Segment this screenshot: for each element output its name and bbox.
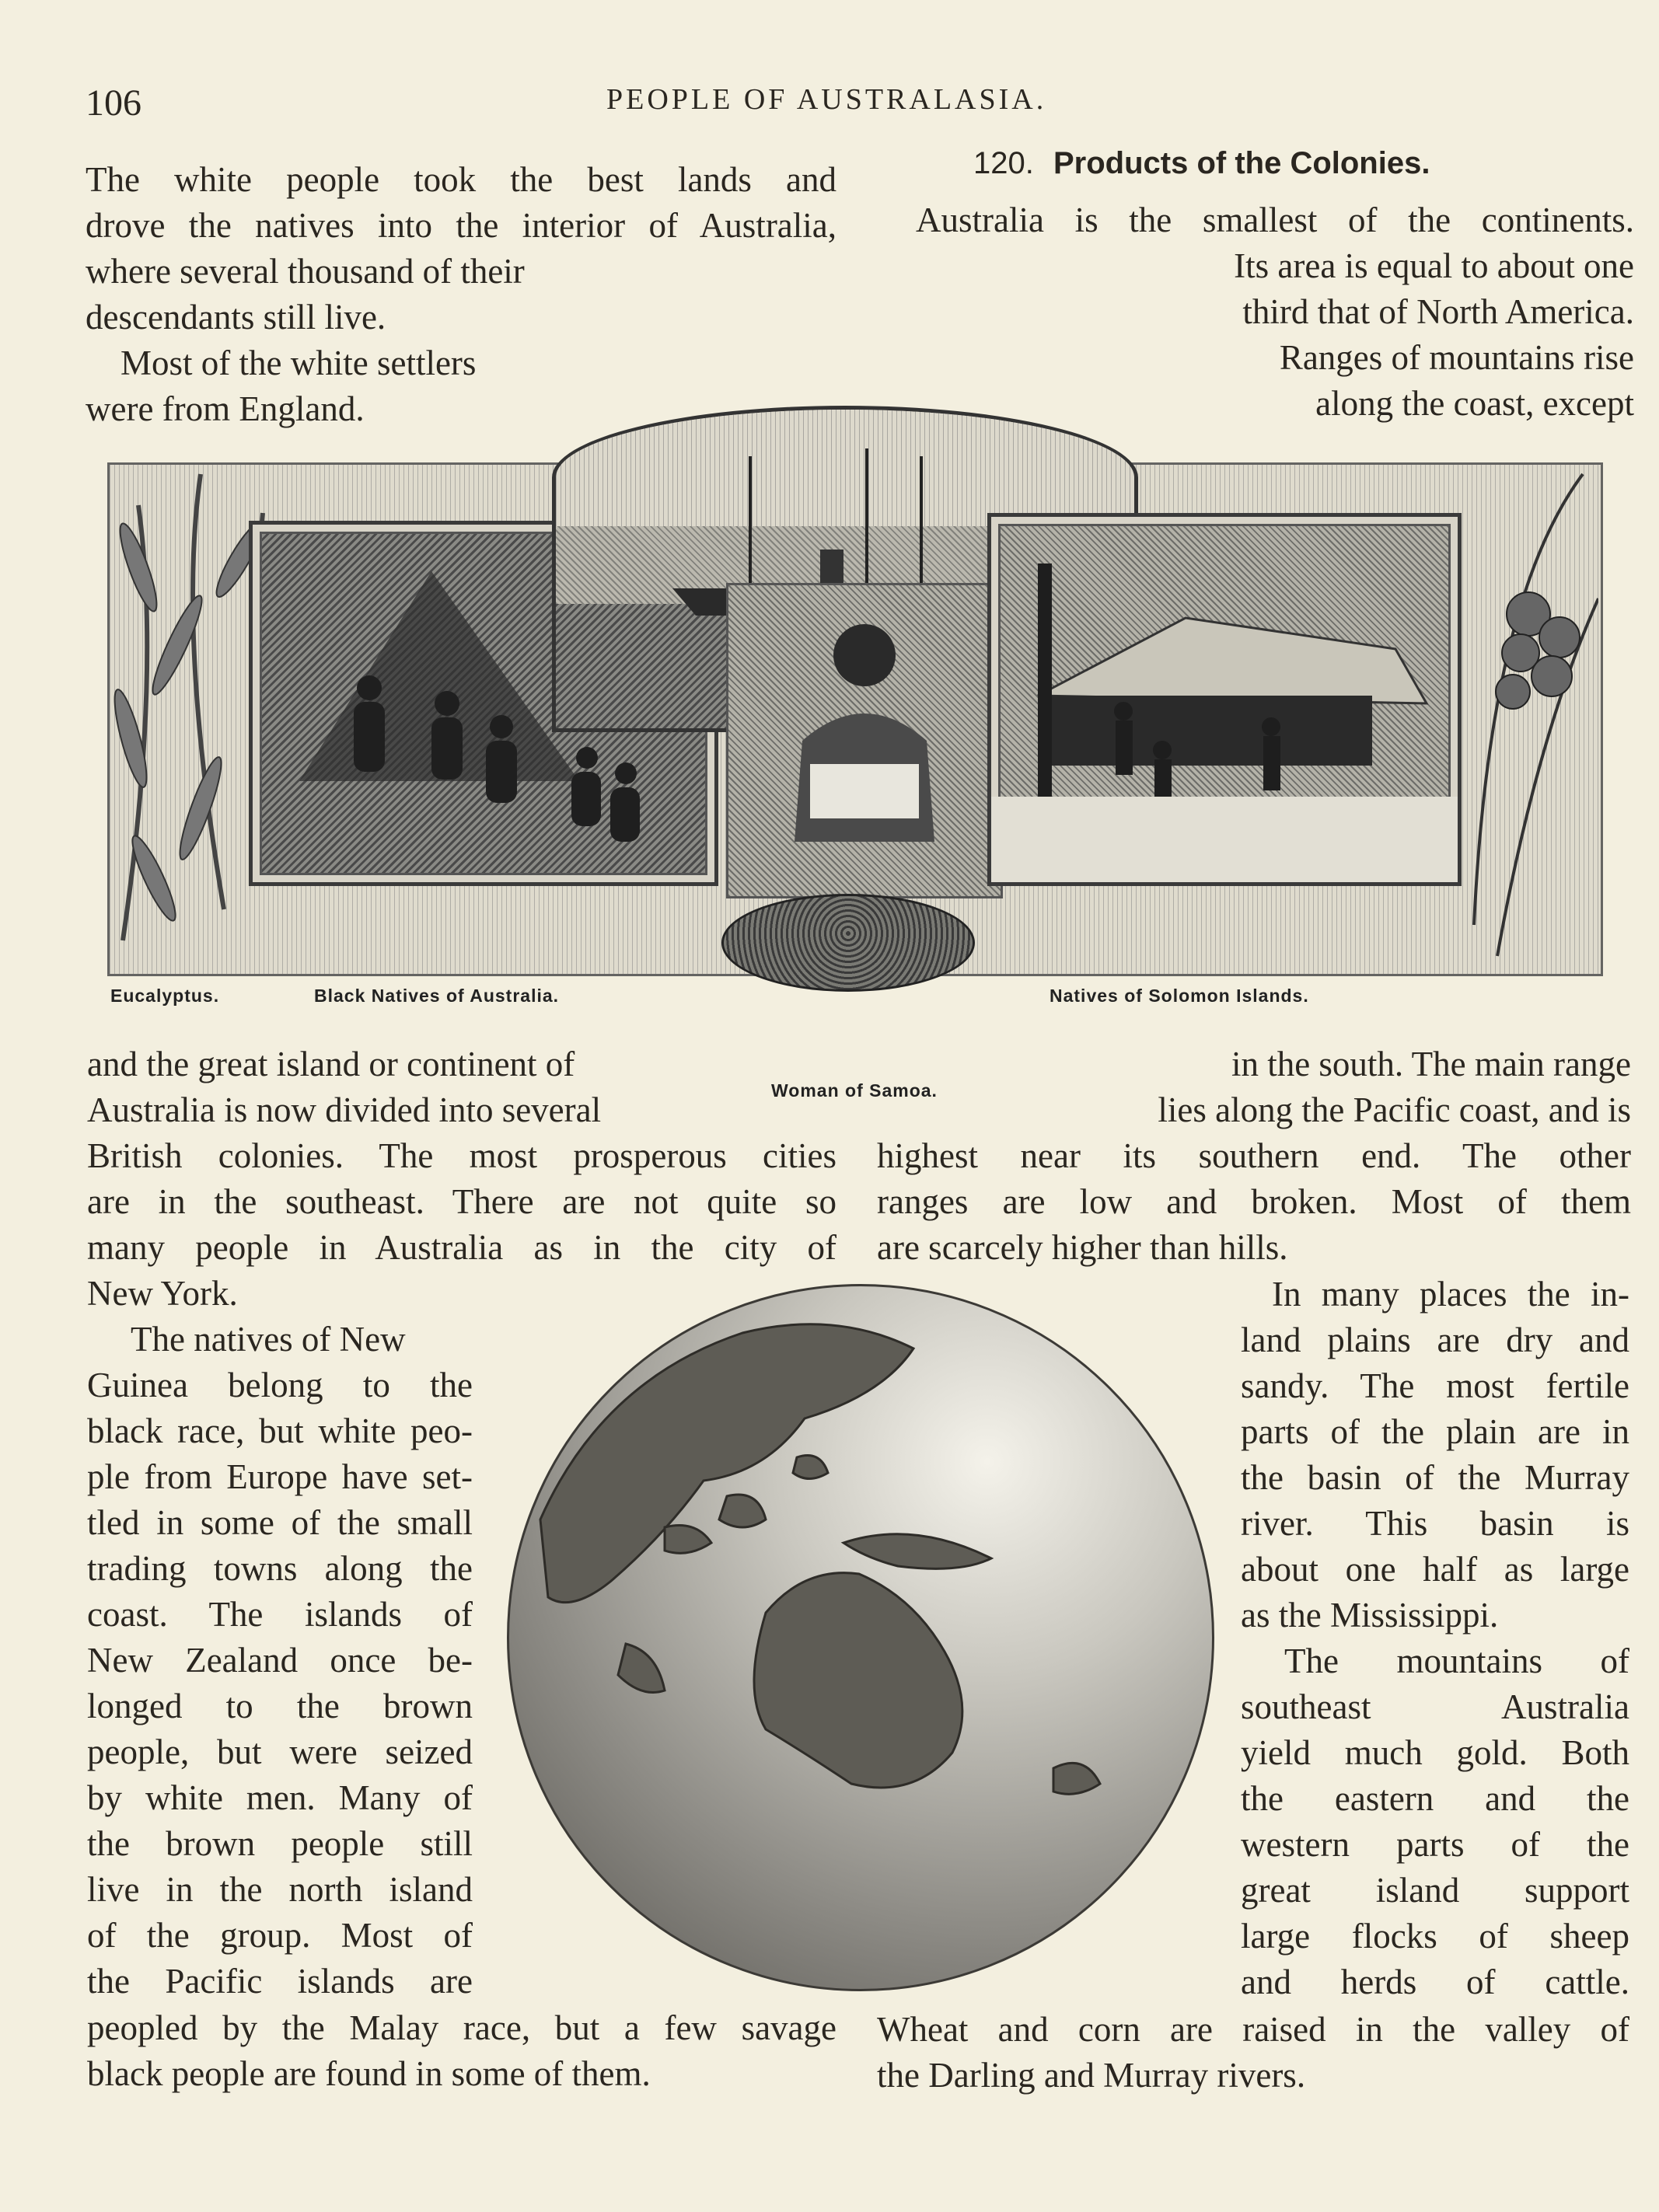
right-top-line-5: along the coast, except — [1315, 384, 1634, 423]
samoa-picture — [726, 583, 1003, 898]
section-heading — [973, 144, 1430, 183]
samoa-caption: Woman of Samoa. — [771, 1080, 938, 1101]
left-top-line-3: where several thousand of their — [86, 252, 525, 291]
left-narrow-line-7: coast. The islands of — [87, 1595, 473, 1634]
right-narrow-line-10: southeast Australia — [1241, 1687, 1629, 1726]
right-narrow-line-4: parts of the plain are in — [1241, 1412, 1629, 1451]
right-narrow-line-16: and herds of cattle. — [1241, 1963, 1629, 2001]
page-number: 106 — [86, 82, 141, 124]
right-narrow-line-14: great island support — [1241, 1871, 1629, 1910]
black-natives-caption: Black Natives of Australia. — [314, 986, 560, 1006]
solomon-caption: Natives of Solomon Islands. — [1050, 986, 1309, 1006]
right-narrow-line-11: yield much gold. Both — [1241, 1733, 1629, 1772]
right-top-line-1: Australia is the smallest of the continents. — [916, 201, 1634, 239]
right-top-line-3: third that of North America. — [1242, 292, 1634, 331]
left-top-line-1: The white people took the best lands and — [86, 160, 836, 199]
solomon-natives-picture — [987, 513, 1462, 886]
right-narrow-line-8: as the Mississippi. — [1241, 1596, 1499, 1635]
bottom-left-line-2: black people are found in some of them. — [87, 2054, 651, 2093]
right-mid-line-1: in the south. The main range — [1231, 1045, 1631, 1083]
right-narrow-line-1: In many places the in- — [1272, 1275, 1629, 1314]
bottom-right-line-2: the Darling and Murray rivers. — [877, 2056, 1306, 2095]
left-narrow-line-1: The natives of New — [131, 1320, 406, 1359]
left-narrow-line-6: trading towns along the — [87, 1549, 473, 1588]
left-top-line-2: drove the natives into the interior of Australia, — [86, 206, 836, 245]
right-narrow-line-2: land plains are dry and — [1241, 1321, 1629, 1359]
right-mid-line-2: lies along the Pacific coast, and is — [1158, 1090, 1631, 1129]
bottom-right-line-1: Wheat and corn are raised in the valley of — [877, 2010, 1629, 2049]
new-zealand-landmass — [1053, 1763, 1100, 1794]
left-narrow-line-13: live in the north island — [87, 1870, 473, 1909]
australia-landmass — [754, 1573, 962, 1788]
left-top-line-4: descendants still live. — [86, 298, 386, 337]
left-mid-line-4: are in the southeast. There are not quite so — [87, 1182, 836, 1221]
left-mid-line-1: and the great island or continent of — [87, 1045, 575, 1083]
left-top-line-6: were from England. — [86, 389, 365, 428]
illustration-panel — [107, 443, 1598, 1006]
left-mid-line-5: many people in Australia as in the city of — [87, 1228, 836, 1267]
left-narrow-line-15: the Pacific islands are — [87, 1962, 473, 2001]
left-narrow-line-12: the brown people still — [87, 1824, 473, 1863]
right-top-line-4: Ranges of mountains rise — [1279, 338, 1634, 377]
left-narrow-line-8: New Zealand once be- — [87, 1641, 473, 1680]
right-narrow-line-13: western parts of the — [1241, 1825, 1629, 1864]
right-mid-line-5: are scarcely higher than hills. — [877, 1228, 1288, 1267]
right-mid-line-4: ranges are low and broken. Most of them — [877, 1182, 1631, 1221]
left-mid-line-2: Australia is now divided into several — [87, 1090, 602, 1129]
right-top-line-2: Its area is equal to about one — [1234, 246, 1634, 285]
right-narrow-line-7: about one half as large — [1241, 1550, 1629, 1589]
left-narrow-line-14: of the group. Most of — [87, 1916, 473, 1955]
left-narrow-line-4: ple from Europe have set- — [87, 1457, 473, 1496]
left-narrow-line-2: Guinea belong to the — [87, 1366, 473, 1404]
asia-landmass — [540, 1324, 913, 1603]
left-narrow-line-11: by white men. Many of — [87, 1778, 473, 1817]
running-title: PEOPLE OF AUSTRALASIA. — [606, 83, 1047, 116]
section-title: Products of the Colonies. — [1053, 146, 1430, 180]
right-mid-line-3: highest near its southern end. The other — [877, 1136, 1631, 1175]
section-number: 120. — [973, 146, 1034, 180]
new-guinea-landmass — [843, 1534, 991, 1569]
right-narrow-line-12: the eastern and the — [1241, 1779, 1629, 1818]
palm-leaves-icon — [1443, 443, 1598, 972]
bottom-left-line-1: peopled by the Malay race, but a few savage — [87, 2008, 836, 2047]
eucalyptus-caption: Eucalyptus. — [110, 986, 220, 1006]
right-narrow-line-6: river. This basin is — [1241, 1504, 1629, 1543]
left-narrow-line-10: people, but were seized — [87, 1732, 473, 1771]
left-narrow-line-5: tled in some of the small — [87, 1503, 473, 1542]
left-narrow-line-9: longed to the brown — [87, 1687, 473, 1725]
right-narrow-line-5: the basin of the Murray — [1241, 1458, 1629, 1497]
globe-map — [507, 1284, 1214, 1991]
left-mid-line-6: New York. — [87, 1274, 238, 1313]
left-narrow-line-3: black race, but white peo- — [87, 1411, 473, 1450]
left-mid-line-3: British colonies. The most prosperous cities — [87, 1136, 836, 1175]
right-narrow-line-15: large flocks of sheep — [1241, 1917, 1629, 1956]
right-narrow-line-3: sandy. The most fertile — [1241, 1366, 1629, 1405]
samoa-basket — [721, 894, 975, 992]
right-narrow-line-9: The mountains of — [1284, 1642, 1629, 1680]
left-top-line-5: Most of the white settlers — [120, 344, 477, 382]
